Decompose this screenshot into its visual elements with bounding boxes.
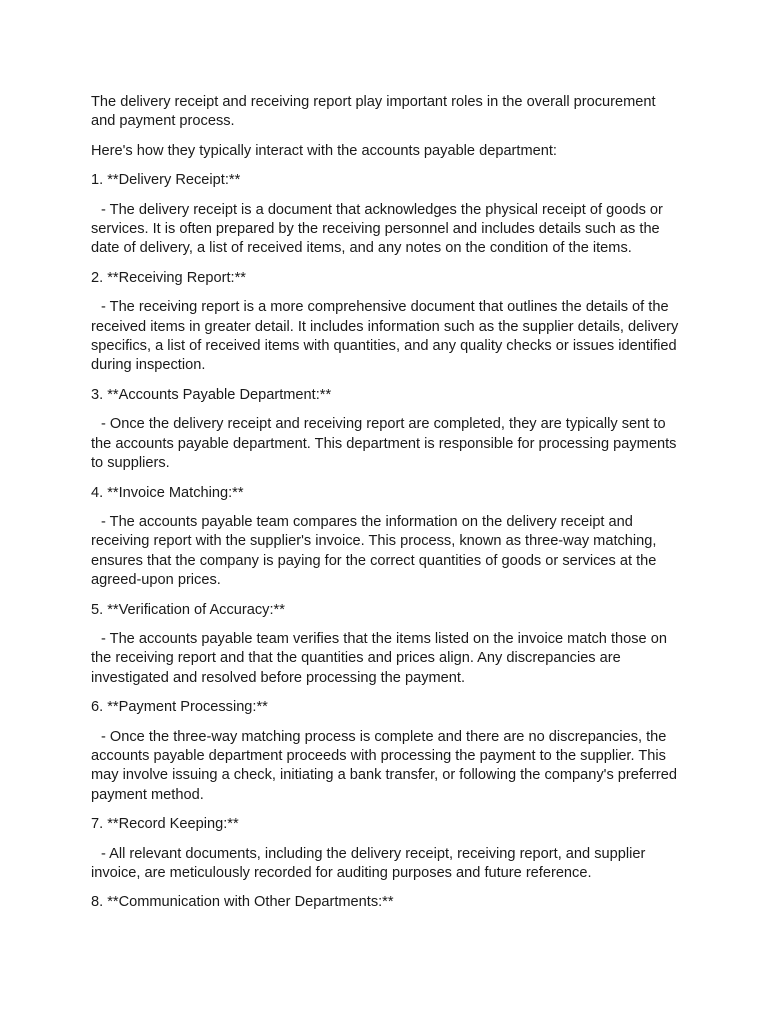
section-heading-communication: 8. **Communication with Other Departments:** xyxy=(91,894,394,911)
section-heading-record-keeping: 7. **Record Keeping:** xyxy=(91,816,239,833)
section-heading-delivery-receipt: 1. **Delivery Receipt:** xyxy=(91,172,241,189)
lead-paragraph: Here's how they typically interact with the accounts payable department: xyxy=(91,142,557,159)
section-heading-accounts-payable: 3. **Accounts Payable Department:** xyxy=(91,386,332,403)
section-body-receiving-report: - The receiving report is a more comprehensive document that outlines the details of the received items in greater detail. It includes information such as the supplier details, delivery specifics, a list of received items with quantities, and any quality checks or issues identified during inspection. xyxy=(91,299,679,374)
intro-paragraph: The delivery receipt and receiving report play important roles in the overall procurement and payment process. xyxy=(91,94,656,130)
section-heading-invoice-matching: 4. **Invoice Matching:** xyxy=(91,484,244,501)
section-heading-payment-processing: 6. **Payment Processing:** xyxy=(91,699,268,716)
section-body-accounts-payable: - Once the delivery receipt and receiving report are completed, they are typically sent to the accounts payable department. This department is responsible for processing payments to suppliers. xyxy=(91,416,677,472)
section-body-delivery-receipt: - The delivery receipt is a document that acknowledges the physical receipt of goods or services. It is often prepared by the receiving personnel and includes details such as the date of delivery, a list of received items, and any notes on the condition of the items. xyxy=(91,201,663,257)
section-body-verification: - The accounts payable team verifies that the items listed on the invoice match those on the receiving report and that the quantities and prices align. Any discrepancies are investigated and resolved before processing the payment. xyxy=(91,630,667,686)
section-body-record-keeping: - All relevant documents, including the delivery receipt, receiving report, and supplier invoice, are meticulously recorded for auditing purposes and future reference. xyxy=(91,845,646,881)
section-body-payment-processing: - Once the three-way matching process is complete and there are no discrepancies, the accounts payable department proceeds with processing the payment to the supplier. This may involve issuing a check, initiating a bank transfer, or following the company's preferred payment method. xyxy=(91,728,678,803)
section-heading-verification: 5. **Verification of Accuracy:** xyxy=(91,601,285,618)
section-body-invoice-matching: - The accounts payable team compares the information on the delivery receipt and receiving report with the supplier's invoice. This process, known as three-way matching, ensures that the company is paying for the correct quantities of goods or services at the agreed-upon prices. xyxy=(91,513,657,589)
section-heading-receiving-report: 2. **Receiving Report:** xyxy=(91,269,246,286)
document-body xyxy=(91,93,683,923)
